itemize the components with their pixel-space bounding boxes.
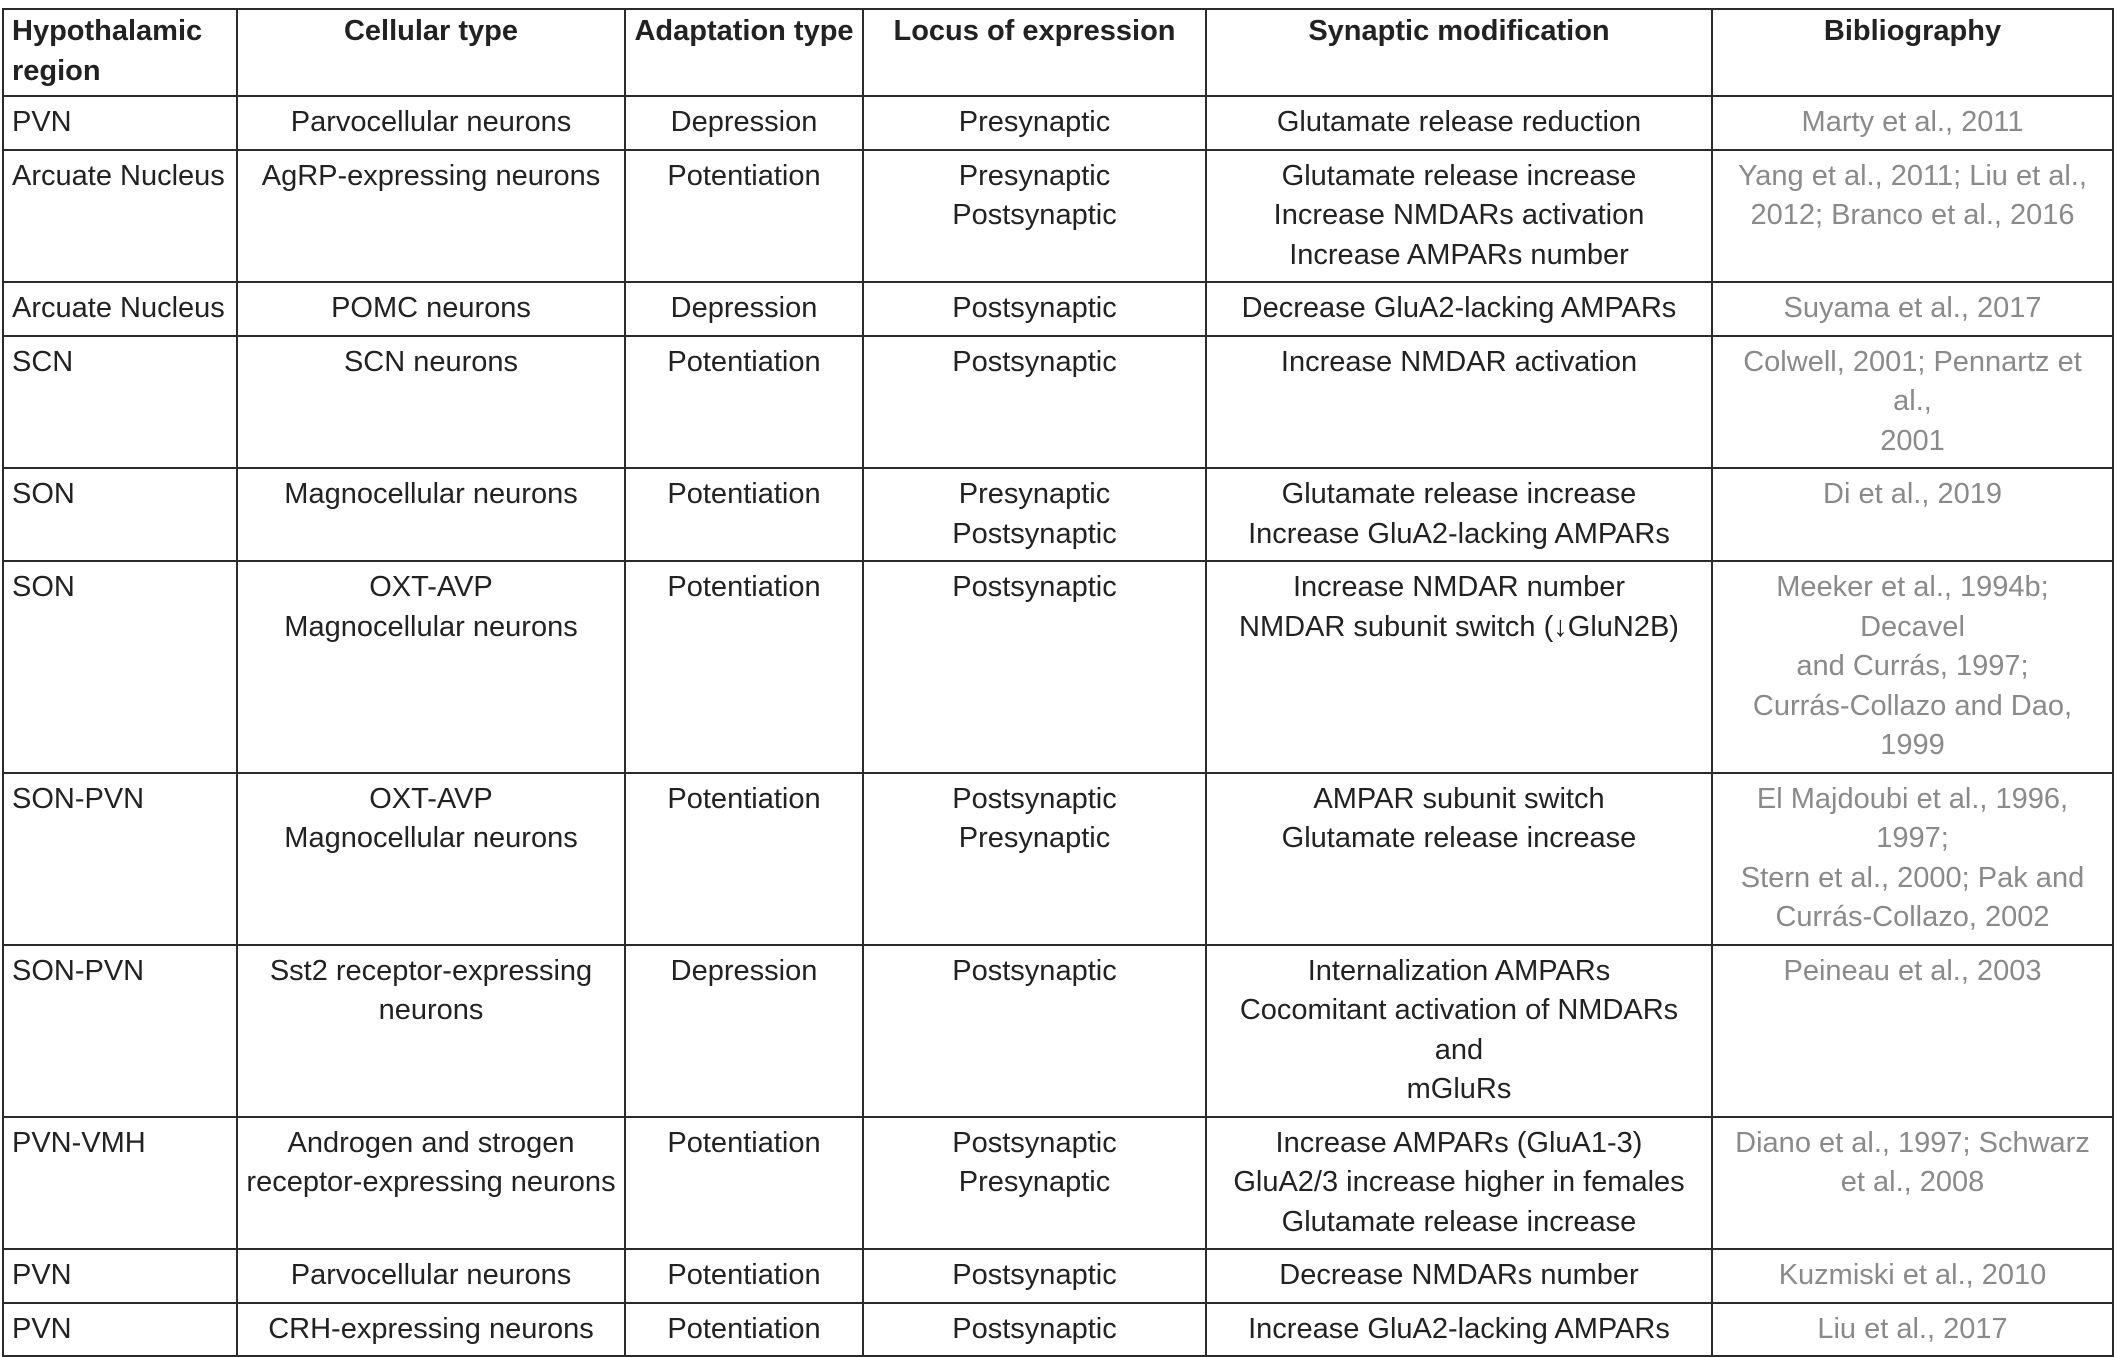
table-row bbox=[3, 1117, 2113, 1250]
cell-locus-of-expression bbox=[863, 96, 1206, 150]
cell-synaptic-modification-line: Increase NMDAR number bbox=[1293, 571, 1625, 603]
cell-cellular-type-line: OXT-AVP bbox=[369, 782, 493, 815]
cell-synaptic-modification-line: Increase NMDARs activation bbox=[1273, 199, 1645, 231]
cell-synaptic-modification-line: Increase GluA2-lacking AMPARs bbox=[1248, 517, 1670, 550]
cell-bibliography-line: Stern et al., 2000; Pak and bbox=[1740, 861, 2085, 894]
cell-bibliography-line: Suyama et al., 2017 bbox=[1783, 292, 2042, 324]
cell-bibliography bbox=[1712, 773, 2113, 945]
cell-adaptation-type: Potentiation bbox=[625, 1117, 863, 1250]
cell-bibliography-line: Currás-Collazo and Dao, 1999 bbox=[1752, 689, 2073, 761]
cell-bibliography-line: Colwell, 2001; Pennartz et al., bbox=[1743, 345, 2082, 417]
cell-cellular-type bbox=[237, 773, 625, 945]
synaptic-plasticity-table bbox=[2, 8, 2114, 1357]
cell-adaptation-type: Potentiation bbox=[625, 561, 863, 773]
cell-synaptic-modification bbox=[1206, 468, 1712, 561]
cell-locus-of-expression bbox=[863, 1249, 1206, 1303]
cell-cellular-type-line: OXT-AVP bbox=[369, 571, 493, 603]
cell-adaptation-type: Potentiation bbox=[625, 150, 863, 283]
cell-synaptic-modification bbox=[1206, 282, 1712, 336]
table-row bbox=[3, 1249, 2113, 1303]
cell-hypothalamic-region: PVN bbox=[3, 1303, 237, 1357]
cell-cellular-type-line: Androgen and strogen bbox=[287, 1126, 575, 1159]
cell-locus-of-expression bbox=[863, 1303, 1206, 1357]
cell-cellular-type-line: Magnocellular neurons bbox=[284, 822, 578, 854]
cell-bibliography-line: Meeker et al., 1994b; Decavel bbox=[1776, 571, 2049, 643]
cell-cellular-type-line: Parvocellular neurons bbox=[290, 106, 572, 138]
table-header bbox=[3, 9, 2113, 96]
cell-locus-of-expression-line: Postsynaptic bbox=[952, 1126, 1117, 1159]
cell-locus-of-expression bbox=[863, 773, 1206, 945]
cell-bibliography bbox=[1712, 1249, 2113, 1303]
header-row bbox=[3, 9, 2113, 96]
table-row bbox=[3, 96, 2113, 150]
cell-synaptic-modification bbox=[1206, 1117, 1712, 1250]
cell-synaptic-modification-line: NMDAR subunit switch (↓GluN2B) bbox=[1239, 610, 1679, 643]
cell-hypothalamic-region: SON-PVN bbox=[3, 945, 237, 1117]
cell-cellular-type-line: receptor-expressing neurons bbox=[246, 1166, 616, 1198]
cell-hypothalamic-region: SCN bbox=[3, 336, 237, 469]
cell-cellular-type-line: neurons bbox=[378, 994, 484, 1026]
cell-hypothalamic-region: PVN bbox=[3, 96, 237, 150]
cell-cellular-type bbox=[237, 561, 625, 773]
cell-synaptic-modification bbox=[1206, 773, 1712, 945]
cell-synaptic-modification bbox=[1206, 945, 1712, 1117]
cell-bibliography-line: Di et al., 2019 bbox=[1823, 478, 2002, 510]
cell-synaptic-modification-line: AMPAR subunit switch bbox=[1313, 782, 1605, 815]
cell-synaptic-modification-line: Glutamate release increase bbox=[1281, 478, 1637, 510]
table-row bbox=[3, 561, 2113, 773]
cell-synaptic-modification bbox=[1206, 561, 1712, 773]
cell-hypothalamic-region: PVN bbox=[3, 1249, 237, 1303]
header-synaptic-modification: Synaptic modification bbox=[1206, 9, 1712, 96]
cell-cellular-type bbox=[237, 150, 625, 283]
cell-locus-of-expression bbox=[863, 1117, 1206, 1250]
cell-synaptic-modification-line: GluA2/3 increase higher in females bbox=[1233, 1166, 1685, 1198]
cell-synaptic-modification bbox=[1206, 150, 1712, 283]
header-hypothalamic-region: Hypothalamic region bbox=[3, 9, 237, 96]
cell-locus-of-expression-line: Postsynaptic bbox=[952, 954, 1117, 987]
cell-synaptic-modification-line: Decrease NMDARs number bbox=[1279, 1259, 1639, 1291]
cell-synaptic-modification-line: Increase AMPARs (GluA1-3) bbox=[1275, 1126, 1643, 1159]
cell-cellular-type bbox=[237, 1117, 625, 1250]
cell-locus-of-expression-line: Postsynaptic bbox=[952, 571, 1117, 603]
cell-cellular-type-line: SCN neurons bbox=[343, 345, 519, 378]
cell-synaptic-modification bbox=[1206, 1249, 1712, 1303]
table-row bbox=[3, 150, 2113, 283]
cell-locus-of-expression-line: Presynaptic bbox=[958, 106, 1111, 138]
cell-hypothalamic-region: Arcuate Nucleus bbox=[3, 150, 237, 283]
cell-bibliography bbox=[1712, 96, 2113, 150]
cell-locus-of-expression-line: Postsynaptic bbox=[952, 292, 1117, 324]
table-row bbox=[3, 468, 2113, 561]
header-cellular-type: Cellular type bbox=[237, 9, 625, 96]
cell-synaptic-modification-line: Glutamate release reduction bbox=[1276, 106, 1642, 138]
cell-adaptation-type: Potentiation bbox=[625, 1249, 863, 1303]
cell-locus-of-expression-line: Postsynaptic bbox=[952, 1312, 1117, 1345]
cell-locus-of-expression-line: Presynaptic bbox=[958, 478, 1111, 510]
cell-synaptic-modification bbox=[1206, 336, 1712, 469]
cell-adaptation-type: Depression bbox=[625, 945, 863, 1117]
cell-bibliography-line: Liu et al., 2017 bbox=[1817, 1312, 2008, 1345]
header-locus-of-expression: Locus of expression bbox=[863, 9, 1206, 96]
cell-locus-of-expression-line: Postsynaptic bbox=[952, 1259, 1117, 1291]
cell-adaptation-type: Depression bbox=[625, 96, 863, 150]
cell-adaptation-type: Depression bbox=[625, 282, 863, 336]
cell-synaptic-modification bbox=[1206, 1303, 1712, 1357]
cell-bibliography bbox=[1712, 1117, 2113, 1250]
table-row bbox=[3, 945, 2113, 1117]
cell-bibliography-line: and Currás, 1997; bbox=[1796, 650, 2029, 682]
cell-hypothalamic-region: SON-PVN bbox=[3, 773, 237, 945]
table-row bbox=[3, 282, 2113, 336]
cell-bibliography-line: 2001 bbox=[1880, 424, 1945, 457]
cell-synaptic-modification-line: Glutamate release increase bbox=[1281, 159, 1637, 192]
cell-bibliography-line: Peineau et al., 2003 bbox=[1783, 954, 2042, 987]
cell-synaptic-modification-line: Cocomitant activation of NMDARs and bbox=[1239, 994, 1679, 1066]
cell-locus-of-expression-line: Presynaptic bbox=[958, 159, 1111, 192]
cell-adaptation-type: Potentiation bbox=[625, 1303, 863, 1357]
cell-synaptic-modification bbox=[1206, 96, 1712, 150]
cell-cellular-type-line: Magnocellular neurons bbox=[284, 478, 578, 510]
cell-synaptic-modification-line: Glutamate release increase bbox=[1281, 822, 1637, 854]
cell-bibliography-line: Kuzmiski et al., 2010 bbox=[1778, 1259, 2047, 1291]
cell-locus-of-expression bbox=[863, 282, 1206, 336]
cell-bibliography bbox=[1712, 150, 2113, 283]
synaptic-plasticity-table-container bbox=[2, 8, 2112, 1357]
cell-synaptic-modification-line: Decrease GluA2-lacking AMPARs bbox=[1241, 292, 1677, 324]
cell-cellular-type bbox=[237, 945, 625, 1117]
cell-locus-of-expression-line: Presynaptic bbox=[958, 822, 1111, 854]
cell-locus-of-expression-line: Postsynaptic bbox=[952, 199, 1117, 231]
cell-bibliography-line: et al., 2008 bbox=[1840, 1166, 1985, 1198]
cell-cellular-type bbox=[237, 468, 625, 561]
cell-bibliography bbox=[1712, 1303, 2113, 1357]
cell-cellular-type-line: CRH-expressing neurons bbox=[268, 1312, 594, 1345]
cell-hypothalamic-region: PVN-VMH bbox=[3, 1117, 237, 1250]
cell-adaptation-type: Potentiation bbox=[625, 468, 863, 561]
cell-locus-of-expression-line: Postsynaptic bbox=[952, 517, 1117, 550]
cell-bibliography-line: 2012; Branco et al., 2016 bbox=[1750, 199, 2075, 231]
table-row bbox=[3, 336, 2113, 469]
cell-cellular-type-line: Sst2 receptor-expressing bbox=[269, 954, 593, 987]
cell-locus-of-expression bbox=[863, 336, 1206, 469]
table-body bbox=[3, 96, 2113, 1356]
table-row bbox=[3, 1303, 2113, 1357]
cell-cellular-type-line: POMC neurons bbox=[331, 292, 531, 324]
header-bibliography: Bibliography bbox=[1712, 9, 2113, 96]
cell-locus-of-expression-line: Postsynaptic bbox=[952, 345, 1117, 378]
cell-cellular-type-line: Parvocellular neurons bbox=[290, 1259, 572, 1291]
cell-bibliography bbox=[1712, 282, 2113, 336]
cell-locus-of-expression bbox=[863, 945, 1206, 1117]
cell-bibliography bbox=[1712, 468, 2113, 561]
cell-synaptic-modification-line: mGluRs bbox=[1406, 1073, 1512, 1105]
cell-bibliography-line: Yang et al., 2011; Liu et al., bbox=[1738, 159, 2087, 192]
cell-locus-of-expression bbox=[863, 561, 1206, 773]
cell-cellular-type bbox=[237, 282, 625, 336]
cell-cellular-type bbox=[237, 96, 625, 150]
cell-locus-of-expression-line: Postsynaptic bbox=[952, 782, 1117, 815]
cell-synaptic-modification-line: Glutamate release increase bbox=[1281, 1205, 1637, 1238]
cell-hypothalamic-region: Arcuate Nucleus bbox=[3, 282, 237, 336]
cell-bibliography bbox=[1712, 336, 2113, 469]
cell-cellular-type bbox=[237, 1249, 625, 1303]
cell-bibliography-line: El Majdoubi et al., 1996, 1997; bbox=[1756, 782, 2069, 854]
cell-bibliography-line: Marty et al., 2011 bbox=[1801, 106, 2024, 138]
table-row bbox=[3, 773, 2113, 945]
cell-bibliography bbox=[1712, 561, 2113, 773]
cell-bibliography-line: Diano et al., 1997; Schwarz bbox=[1735, 1126, 2090, 1159]
cell-cellular-type bbox=[237, 336, 625, 469]
cell-locus-of-expression bbox=[863, 150, 1206, 283]
cell-locus-of-expression-line: Presynaptic bbox=[958, 1166, 1111, 1198]
cell-bibliography-line: Currás-Collazo, 2002 bbox=[1775, 901, 2050, 933]
cell-bibliography bbox=[1712, 945, 2113, 1117]
cell-synaptic-modification-line: Increase AMPARs number bbox=[1289, 238, 1629, 271]
cell-adaptation-type: Potentiation bbox=[625, 773, 863, 945]
cell-locus-of-expression bbox=[863, 468, 1206, 561]
cell-hypothalamic-region: SON bbox=[3, 561, 237, 773]
cell-cellular-type-line: Magnocellular neurons bbox=[284, 610, 578, 643]
cell-synaptic-modification-line: Increase GluA2-lacking AMPARs bbox=[1248, 1312, 1670, 1345]
cell-synaptic-modification-line: Increase NMDAR activation bbox=[1280, 345, 1638, 378]
cell-synaptic-modification-line: Internalization AMPARs bbox=[1307, 954, 1611, 987]
header-adaptation-type: Adaptation type bbox=[625, 9, 863, 96]
cell-adaptation-type: Potentiation bbox=[625, 336, 863, 469]
cell-cellular-type bbox=[237, 1303, 625, 1357]
cell-cellular-type-line: AgRP-expressing neurons bbox=[261, 159, 601, 192]
cell-hypothalamic-region: SON bbox=[3, 468, 237, 561]
